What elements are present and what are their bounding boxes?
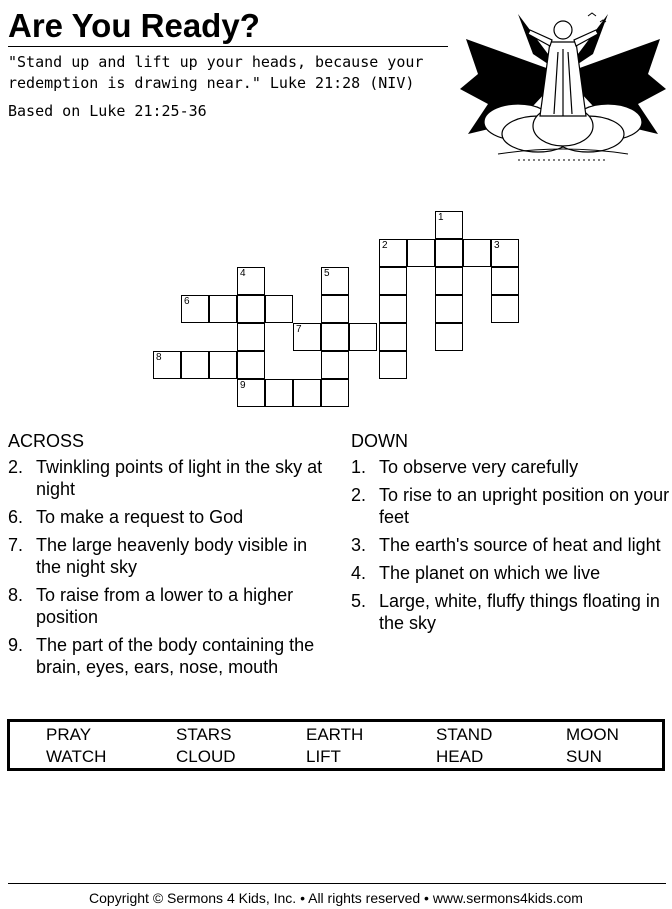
word-bank-item: PRAY [46,725,92,744]
word-bank-item: SUN [566,747,602,766]
word-bank-item: CLOUD [176,747,236,766]
clue-number: 5 [324,268,330,279]
clue-item: 8. To raise from a lower to a higher position [8,585,294,627]
crossword-cell[interactable] [321,267,349,295]
clue-item: 1. To observe very carefully [351,457,579,477]
crossword-cell[interactable] [293,323,321,351]
crossword-cell[interactable] [349,323,377,351]
crossword-cell[interactable] [435,267,463,295]
crossword-cell[interactable] [293,379,321,407]
crossword-cell[interactable] [321,323,349,351]
crossword-cell[interactable] [379,351,407,379]
crossword-cell[interactable] [379,323,407,351]
crossword-cell[interactable] [237,379,265,407]
word-bank [7,719,665,771]
word-bank-item: STAND [436,725,493,744]
word-bank-item: LIFT [306,747,341,766]
clue-number: 7 [296,324,302,335]
based-on-reference: Based on Luke 21:25-36 [8,102,207,120]
clue-number: 6 [184,296,190,307]
crossword-cell[interactable] [209,351,237,379]
clue-item: 6. To make a request to God [8,507,244,527]
scripture-verse: "Stand up and lift up your heads, because your redemption is drawing near." Luke 21:28 (NIV) [8,53,424,92]
crossword-cell[interactable] [463,239,491,267]
crossword-cell[interactable] [379,267,407,295]
crossword-cell[interactable] [321,295,349,323]
clue-item: 2. To rise to an upright position on your feet [351,485,670,527]
clue-number: 9 [240,380,246,391]
clue-number: 2 [382,240,388,251]
clue-item: 7. The large heavenly body visible in the night sky [8,535,308,577]
clue-number: 4 [240,268,246,279]
crossword-cell[interactable] [491,295,519,323]
crossword-cell[interactable] [435,295,463,323]
clue-item: 4. The planet on which we live [351,563,601,583]
crossword-cell[interactable] [407,239,435,267]
copyright-notice: Copyright © Sermons 4 Kids, Inc. • All rights reserved • www.sermons4kids.com [89,890,583,906]
word-bank-item: MOON [566,725,619,744]
clue-item: 2. Twinkling points of light in the sky at night [8,457,323,499]
crossword-cell[interactable] [237,267,265,295]
down-clues [351,430,671,640]
crossword-cell[interactable] [491,239,519,267]
crossword-cell[interactable] [491,267,519,295]
crossword-cell[interactable] [237,351,265,379]
footer-divider [8,883,666,884]
crossword-cell[interactable] [435,323,463,351]
clue-item: 9. The part of the body containing the brain, eyes, ears, nose, mouth [8,635,315,677]
word-bank-item: HEAD [436,747,484,766]
crossword-cell[interactable] [435,211,463,239]
clue-item: 5. Large, white, fluffy things floating in the sky [351,591,660,633]
page-title: Are You Ready? [8,7,260,44]
word-bank-item: WATCH [46,747,107,766]
crossword-grid [0,0,672,420]
word-bank-item: EARTH [306,725,364,744]
crossword-cell[interactable] [237,323,265,351]
crossword-cell[interactable] [265,379,293,407]
word-bank-item: STARS [176,725,232,744]
clue-number: 1 [438,212,444,223]
crossword-cell[interactable] [209,295,237,323]
across-heading: ACROSS [8,431,85,451]
crossword-cell[interactable] [321,351,349,379]
crossword-cell[interactable] [379,295,407,323]
crossword-cell[interactable] [181,351,209,379]
crossword-cell[interactable] [237,295,265,323]
crossword-cell[interactable] [379,239,407,267]
clue-number: 8 [156,352,162,363]
crossword-cell[interactable] [265,295,293,323]
across-clues [8,430,328,684]
down-heading: DOWN [351,431,408,451]
clue-item: 3. The earth's source of heat and light [351,535,661,555]
crossword-cell[interactable] [321,379,349,407]
clue-number: 3 [494,240,500,251]
crossword-cell[interactable] [153,351,181,379]
crossword-cell[interactable] [435,239,463,267]
crossword-cell[interactable] [181,295,209,323]
